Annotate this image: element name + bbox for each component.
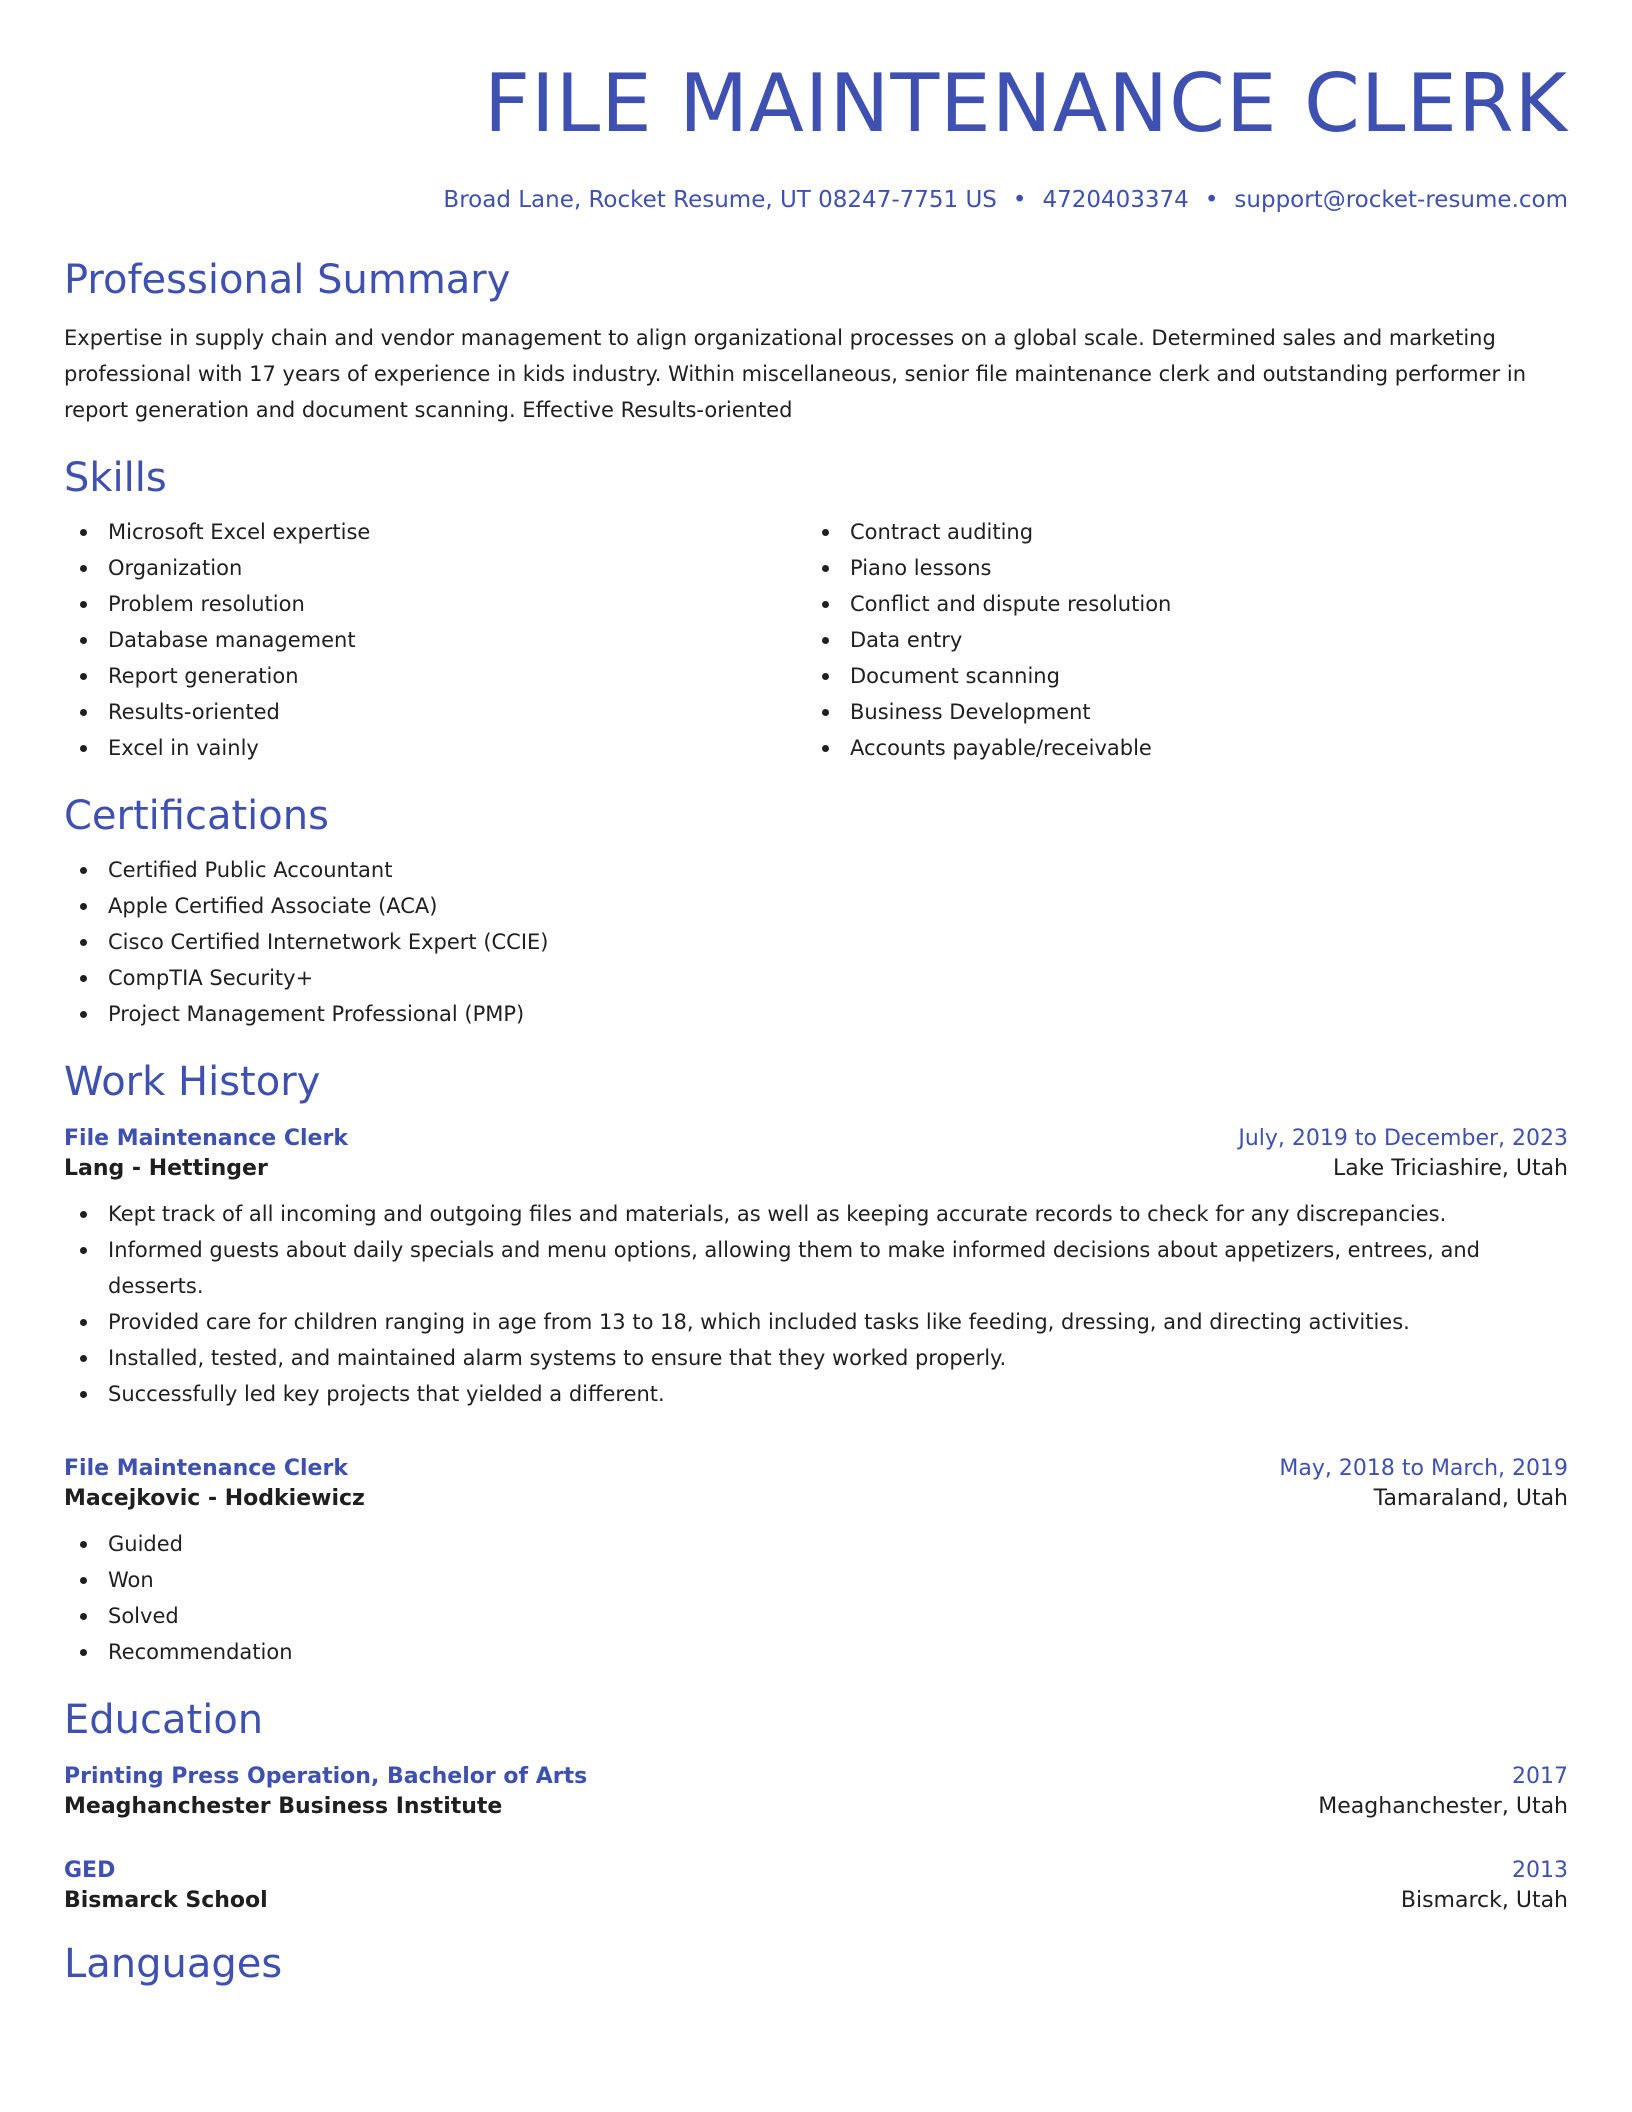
contact-phone: 4720403374	[1042, 187, 1189, 213]
section-title-languages: Languages	[64, 1941, 283, 1987]
education-school-row	[64, 1792, 1568, 1822]
skill-item: Database management	[64, 622, 806, 658]
certifications-list	[64, 852, 1568, 1032]
job-bullets	[64, 1196, 1568, 1412]
education-degree: GED	[64, 1858, 116, 1883]
section-title-work-history: Work History	[64, 1059, 321, 1105]
resume-page	[64, 0, 1568, 1988]
contact-separator: •	[1012, 187, 1027, 213]
contact-line	[64, 186, 1568, 214]
candidate-title: FILE MAINTENANCE CLERK	[483, 57, 1568, 150]
education-header-row	[64, 1762, 1568, 1792]
section-title-certifications: Certifications	[64, 793, 329, 839]
skill-item: Document scanning	[806, 658, 1548, 694]
job-role: File Maintenance Clerk	[64, 1456, 348, 1481]
job-bullet: Recommendation	[64, 1634, 1568, 1670]
job-role: File Maintenance Clerk	[64, 1126, 348, 1151]
job-bullet: Installed, tested, and maintained alarm systems to ensure that they worked properly.	[64, 1340, 1568, 1376]
section-title-education: Education	[64, 1697, 264, 1743]
job-bullet: Provided care for children ranging in age from 13 to 18, which included tasks like feeding, dressing, and directing activities.	[64, 1304, 1568, 1340]
education-degree: Printing Press Operation, Bachelor of Arts	[64, 1764, 588, 1789]
job-bullet: Kept track of all incoming and outgoing files and materials, as well as keeping accurate records to check for any discrepancies.	[64, 1196, 1568, 1232]
section-title-summary: Professional Summary	[64, 257, 511, 303]
contact-separator: •	[1204, 187, 1219, 213]
education-header-row	[64, 1856, 1568, 1886]
job-header-row	[64, 1454, 1568, 1484]
skill-item: Microsoft Excel expertise	[64, 514, 806, 550]
skill-item: Conflict and dispute resolution	[806, 586, 1548, 622]
job-location: Lake Triciashire, Utah	[1332, 1156, 1568, 1181]
skill-item: Accounts payable/receivable	[806, 730, 1548, 766]
skills-list-left	[64, 514, 806, 766]
job-company: Lang - Hettinger	[64, 1156, 268, 1181]
education-school: Meaghanchester Business Institute	[64, 1794, 503, 1819]
education-school-row	[64, 1886, 1568, 1916]
skill-item: Data entry	[806, 622, 1548, 658]
certification-item: Cisco Certified Internetwork Expert (CCIE)	[64, 924, 1568, 960]
job-entry	[64, 1124, 1568, 1412]
certification-item: Apple Certified Associate (ACA)	[64, 888, 1568, 924]
job-entry	[64, 1454, 1568, 1670]
certification-item: CompTIA Security+	[64, 960, 1568, 996]
job-company-row	[64, 1154, 1568, 1184]
contact-email[interactable]: support@rocket-resume.com	[1234, 187, 1568, 213]
skill-item: Report generation	[64, 658, 806, 694]
summary-section	[64, 256, 1568, 428]
certification-item: Project Management Professional (PMP)	[64, 996, 1568, 1032]
skill-item: Piano lessons	[806, 550, 1548, 586]
skills-section	[64, 454, 1568, 766]
job-location: Tamaraland, Utah	[1373, 1486, 1568, 1511]
education-entry	[64, 1856, 1568, 1916]
job-bullet: Solved	[64, 1598, 1568, 1634]
skills-columns	[64, 514, 1568, 766]
education-section	[64, 1696, 1568, 1916]
education-school: Bismarck School	[64, 1888, 268, 1913]
education-year: 2013	[1512, 1858, 1568, 1883]
education-location: Bismarck, Utah	[1400, 1888, 1568, 1913]
contact-address: Broad Lane, Rocket Resume, UT 08247-7751 US	[443, 187, 997, 213]
work-history-section	[64, 1058, 1568, 1670]
job-dates: July, 2019 to December, 2023	[1238, 1126, 1568, 1151]
job-bullet: Successfully led key projects that yielded a different.	[64, 1376, 1568, 1412]
job-header-row	[64, 1124, 1568, 1154]
skill-item: Business Development	[806, 694, 1548, 730]
skill-item: Organization	[64, 550, 806, 586]
job-bullets	[64, 1526, 1568, 1670]
job-dates: May, 2018 to March, 2019	[1279, 1456, 1568, 1481]
skill-item: Excel in vainly	[64, 730, 806, 766]
job-bullet: Guided	[64, 1526, 1568, 1562]
job-bullet: Won	[64, 1562, 1568, 1598]
skill-item: Results-oriented	[64, 694, 806, 730]
job-company: Macejkovic - Hodkiewicz	[64, 1486, 365, 1511]
languages-section	[64, 1940, 1568, 1988]
skills-list-right	[806, 514, 1548, 766]
job-company-row	[64, 1484, 1568, 1514]
certification-item: Certified Public Accountant	[64, 852, 1568, 888]
skill-item: Problem resolution	[64, 586, 806, 622]
education-entry	[64, 1762, 1568, 1822]
certifications-section	[64, 792, 1568, 1032]
section-title-skills: Skills	[64, 455, 167, 501]
skill-item: Contract auditing	[806, 514, 1548, 550]
education-location: Meaghanchester, Utah	[1318, 1794, 1568, 1819]
job-bullet: Informed guests about daily specials and menu options, allowing them to make informed decisions about appetizers, entrees, and desserts.	[64, 1232, 1568, 1304]
summary-text: Expertise in supply chain and vendor management to align organizational processes on a global scale. Determined sales and marketing professional with 17 years of experience in kids industry. Within miscellaneous, senior file maintenance clerk and outstanding performer in report generation and document scanning. Effective Results-oriented	[64, 326, 1527, 422]
education-year: 2017	[1512, 1764, 1568, 1789]
